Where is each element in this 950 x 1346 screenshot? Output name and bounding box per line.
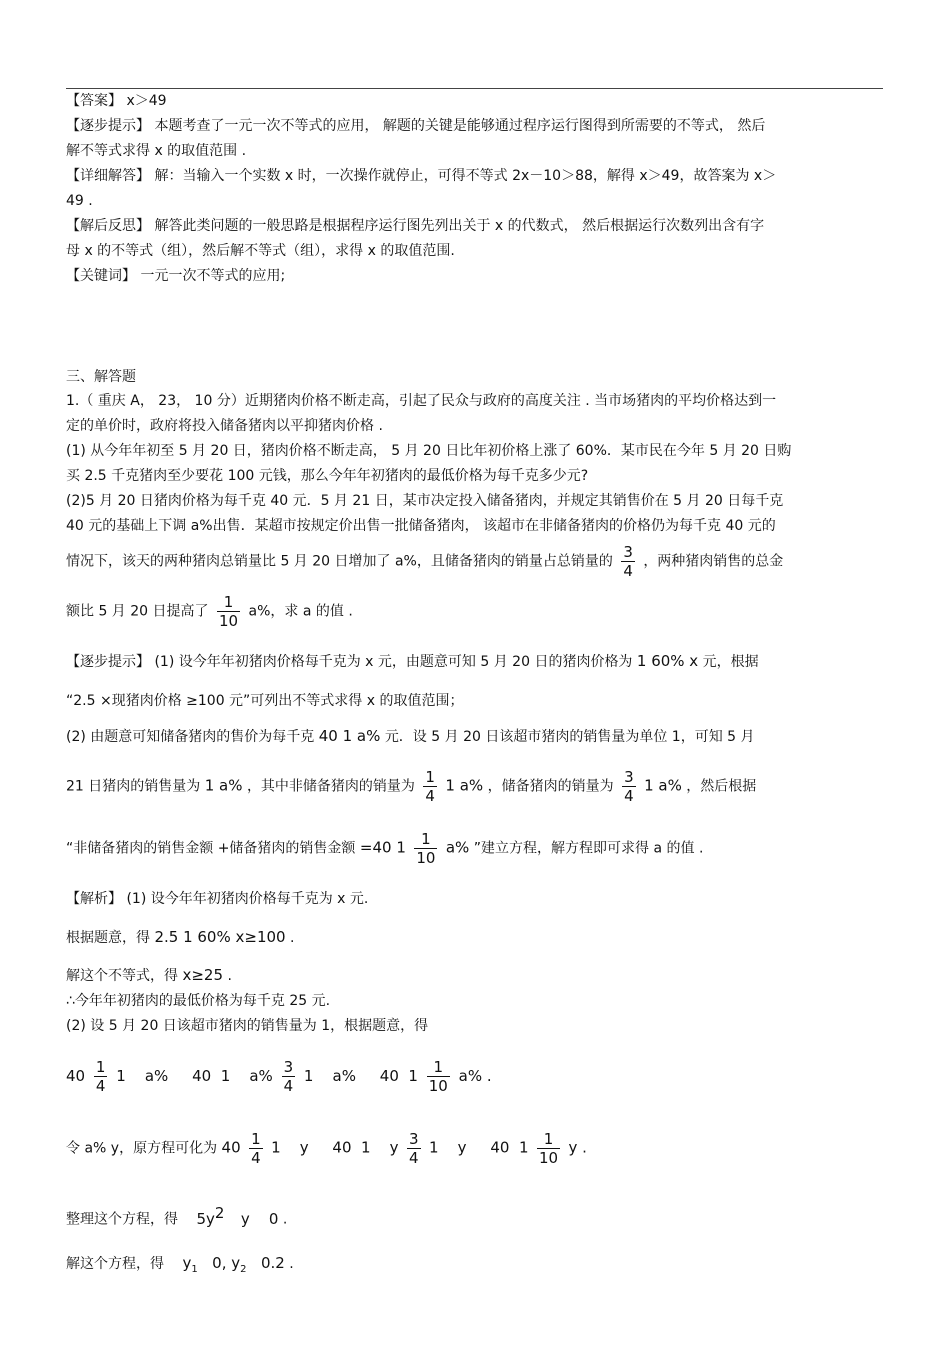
fraction-three-quarters: $\frac{3}{4}$ <box>408 1130 419 1167</box>
eq4-y: y <box>182 1254 192 1272</box>
eq3-prefix: 整理这个方程，得 <box>66 1211 178 1228</box>
solution-3-math: x≥25 <box>182 966 223 984</box>
eq4-sub-1: 1 <box>191 1263 198 1275</box>
solution-line-1: 【解析】 (1) 设今年年初猪肉价格每千克为 x 元. <box>66 891 369 907</box>
equation-2 <box>66 1130 587 1167</box>
answer-line: 【答案】 x＞49 <box>66 93 167 109</box>
solution-2-text-b: . <box>290 930 295 946</box>
step-hint-1-text-a: 【逐步提示】 (1) 设今年年初猪肉价格每千克为 x 元，由题意可知 5 月 20 日的猪肉价格为 <box>66 654 633 670</box>
step-hint-line-3 <box>66 727 755 746</box>
problem-line-4: 买 2.5 千克猪肉至少要花 100 元钱，那么今年年初猪肉的最低价格为每千克多少元? <box>66 468 589 484</box>
hint-line-1: 【逐步提示】 本题考查了一元一次不等式的应用， 解题的关键是能够通过程序运行图得到所需要的不等式， 然后 <box>66 118 766 134</box>
solution-line-2 <box>66 928 294 947</box>
eq2-prefix: 令 a% y，原方程可化为 <box>66 1140 218 1157</box>
keyword-line: 【关键词】 一元一次不等式的应用; <box>66 268 286 284</box>
equation-3 <box>66 1204 287 1229</box>
fraction-three-quarters: $\frac{3}{4}$ <box>623 543 633 580</box>
step-hint-4-text-d: ，然后根据 <box>686 778 757 795</box>
step-hint-4-text-c: ，储备猪肉的销量为 <box>487 778 614 795</box>
step-hint-1-text-b: 元，根据 <box>702 654 759 670</box>
eq2-part-b: 1 y 40 1 y <box>271 1138 399 1157</box>
detail-line-1: 【详细解答】 解：当输入一个实数 x 时，一次操作就停止，可得不等式 2x－10＞88，解得 x＞49，故答案为 x＞ <box>66 168 777 184</box>
eq4-part-b: 0, y <box>212 1254 241 1272</box>
fraction-one-tenth: $\frac{1}{10}$ <box>538 1130 559 1167</box>
hint-line-2: 解不等式求得 x 的取值范围 . <box>66 143 247 159</box>
problem-line-7-text-b: ，两种猪肉销售的总金 <box>643 553 784 570</box>
eq1-part-c: 1 a% 40 1 <box>303 1067 418 1085</box>
solution-2-math: 2.5 1 60% x≥100 <box>154 928 286 946</box>
solution-line-3 <box>66 966 232 985</box>
solution-line-5: (2) 设 5 月 20 日该超市猪肉的销售量为 1，根据题意，得 <box>66 1018 429 1034</box>
step-hint-4-math-2: 1 a% <box>445 776 484 795</box>
eq3-part-a: 5y <box>196 1209 215 1228</box>
detail-line-2: 49 . <box>66 193 93 209</box>
step-hint-4-math-3: 1 a% <box>644 776 682 795</box>
eq4-prefix: 解这个方程，得 <box>66 1256 164 1272</box>
eq3-part-b: y 0 <box>240 1209 279 1228</box>
eq2-part-a: 40 <box>221 1138 241 1157</box>
step-hint-3-text-b: 元．设 5 月 20 日该超市猪肉的销售量为单位 1，可知 5 月 <box>384 729 755 745</box>
eq4-part-d: . <box>289 1256 294 1272</box>
problem-line-7-text-a: 情况下，该天的两种猪肉总销量比 5 月 20 日增加了 a%，且储备猪肉的销量占总销量的 <box>66 553 613 570</box>
eq1-part-d: a% . <box>458 1067 492 1085</box>
step-hint-3-text-a: (2) 由题意可知储备猪肉的售价为每千克 <box>66 729 315 745</box>
eq3-part-c: . <box>282 1211 288 1228</box>
fraction-one-tenth: $\frac{1}{10}$ <box>428 1058 448 1095</box>
eq4-part-c: 0.2 <box>260 1254 285 1272</box>
problem-line-8 <box>66 593 353 630</box>
problem-line-7 <box>66 543 783 580</box>
step-hint-line-2: “2.5 ×现猪肉价格 ≥100 元”可列出不等式求得 x 的取值范围； <box>66 693 464 709</box>
eq1-part-b: 1 a% 40 1 a% <box>116 1067 273 1085</box>
step-hint-1-math: 1 60% x <box>636 652 699 670</box>
eq2-part-d: y . <box>568 1138 587 1157</box>
equation-4 <box>66 1254 294 1279</box>
fraction-one-tenth: $\frac{1}{10}$ <box>218 593 239 630</box>
eq4-sub-2: 2 <box>240 1263 247 1275</box>
solution-3-text-b: . <box>227 968 232 984</box>
problem-line-2: 定的单价时，政府将投入储备猪肉以平抑猪肉价格 . <box>66 418 383 434</box>
problem-line-3: (1) 从今年年初至 5 月 20 日，猪肉价格不断走高， 5 月 20 日比年初价格上涨了 60%．某市民在今年 5 月 20 日购 <box>66 443 792 459</box>
solution-line-4: ∴今年年初猪肉的最低价格为每千克 25 元. <box>66 993 331 1009</box>
step-hint-3-math: 40 1 a% <box>318 727 381 745</box>
fraction-three-quarters: $\frac{3}{4}$ <box>283 1058 294 1095</box>
step-hint-5-text-b: ”建立方程，解方程即可求得 a 的值 . <box>473 840 704 857</box>
problem-line-6: 40 元的基础上下调 a%出售．某超市按规定价出售一批储备猪肉， 该超市在非储备猪肉的价格仍为每千克 40 元的 <box>66 518 776 534</box>
eq1-part-a: 40 <box>66 1067 86 1085</box>
step-hint-line-4 <box>66 768 756 805</box>
eq3-exponent: 2 <box>214 1204 225 1222</box>
fraction-three-quarters: $\frac{3}{4}$ <box>624 768 634 805</box>
step-hint-5-math-1: =40 1 <box>359 838 406 857</box>
equation-1 <box>66 1058 492 1095</box>
fraction-one-quarter: $\frac{1}{4}$ <box>425 768 435 805</box>
fraction-one-quarter: $\frac{1}{4}$ <box>95 1058 106 1095</box>
step-hint-4-text-b: ，其中非储备猪肉的销量为 <box>246 778 415 795</box>
step-hint-5-text-a: “非储备猪肉的销售金额 +储备猪肉的销售金额 <box>66 840 356 857</box>
solution-2-text-a: 根据题意，得 <box>66 930 150 946</box>
problem-line-8-text-a: 额比 5 月 20 日提高了 <box>66 603 209 620</box>
fraction-one-quarter: $\frac{1}{4}$ <box>251 1130 261 1167</box>
step-hint-line-1 <box>66 652 759 671</box>
solution-3-text-a: 解这个不等式，得 <box>66 968 178 984</box>
problem-line-5: (2)5 月 20 日猪肉价格为每千克 40 元．5 月 21 日，某市决定投入储备猪肉，并规定其销售价在 5 月 20 日每千克 <box>66 493 784 509</box>
eq2-part-c: 1 y 40 1 <box>428 1138 529 1157</box>
step-hint-4-text-a: 21 日猪肉的销售量为 <box>66 778 201 795</box>
reflect-line-2: 母 x 的不等式（组），然后解不等式（组），求得 x 的取值范围. <box>66 243 455 259</box>
reflect-line-1: 【解后反思】 解答此类问题的一般思路是根据程序运行图先列出关于 x 的代数式， 然后根据运行次数列出含有字 <box>66 218 765 234</box>
top-rule <box>66 88 883 89</box>
section-title: 三、解答题 <box>66 369 136 385</box>
step-hint-4-math-1: 1 a% <box>204 776 243 795</box>
problem-line-1: 1.（ 重庆 A， 23， 10 分）近期猪肉价格不断走高，引起了民众与政府的高度关注 . 当市场猪肉的平均价格达到一 <box>66 393 777 409</box>
step-hint-5-math-2: a% <box>445 838 470 857</box>
problem-line-8-text-b: a%，求 a 的值 . <box>248 603 353 620</box>
fraction-one-tenth: $\frac{1}{10}$ <box>416 830 436 867</box>
step-hint-line-5 <box>66 830 703 867</box>
